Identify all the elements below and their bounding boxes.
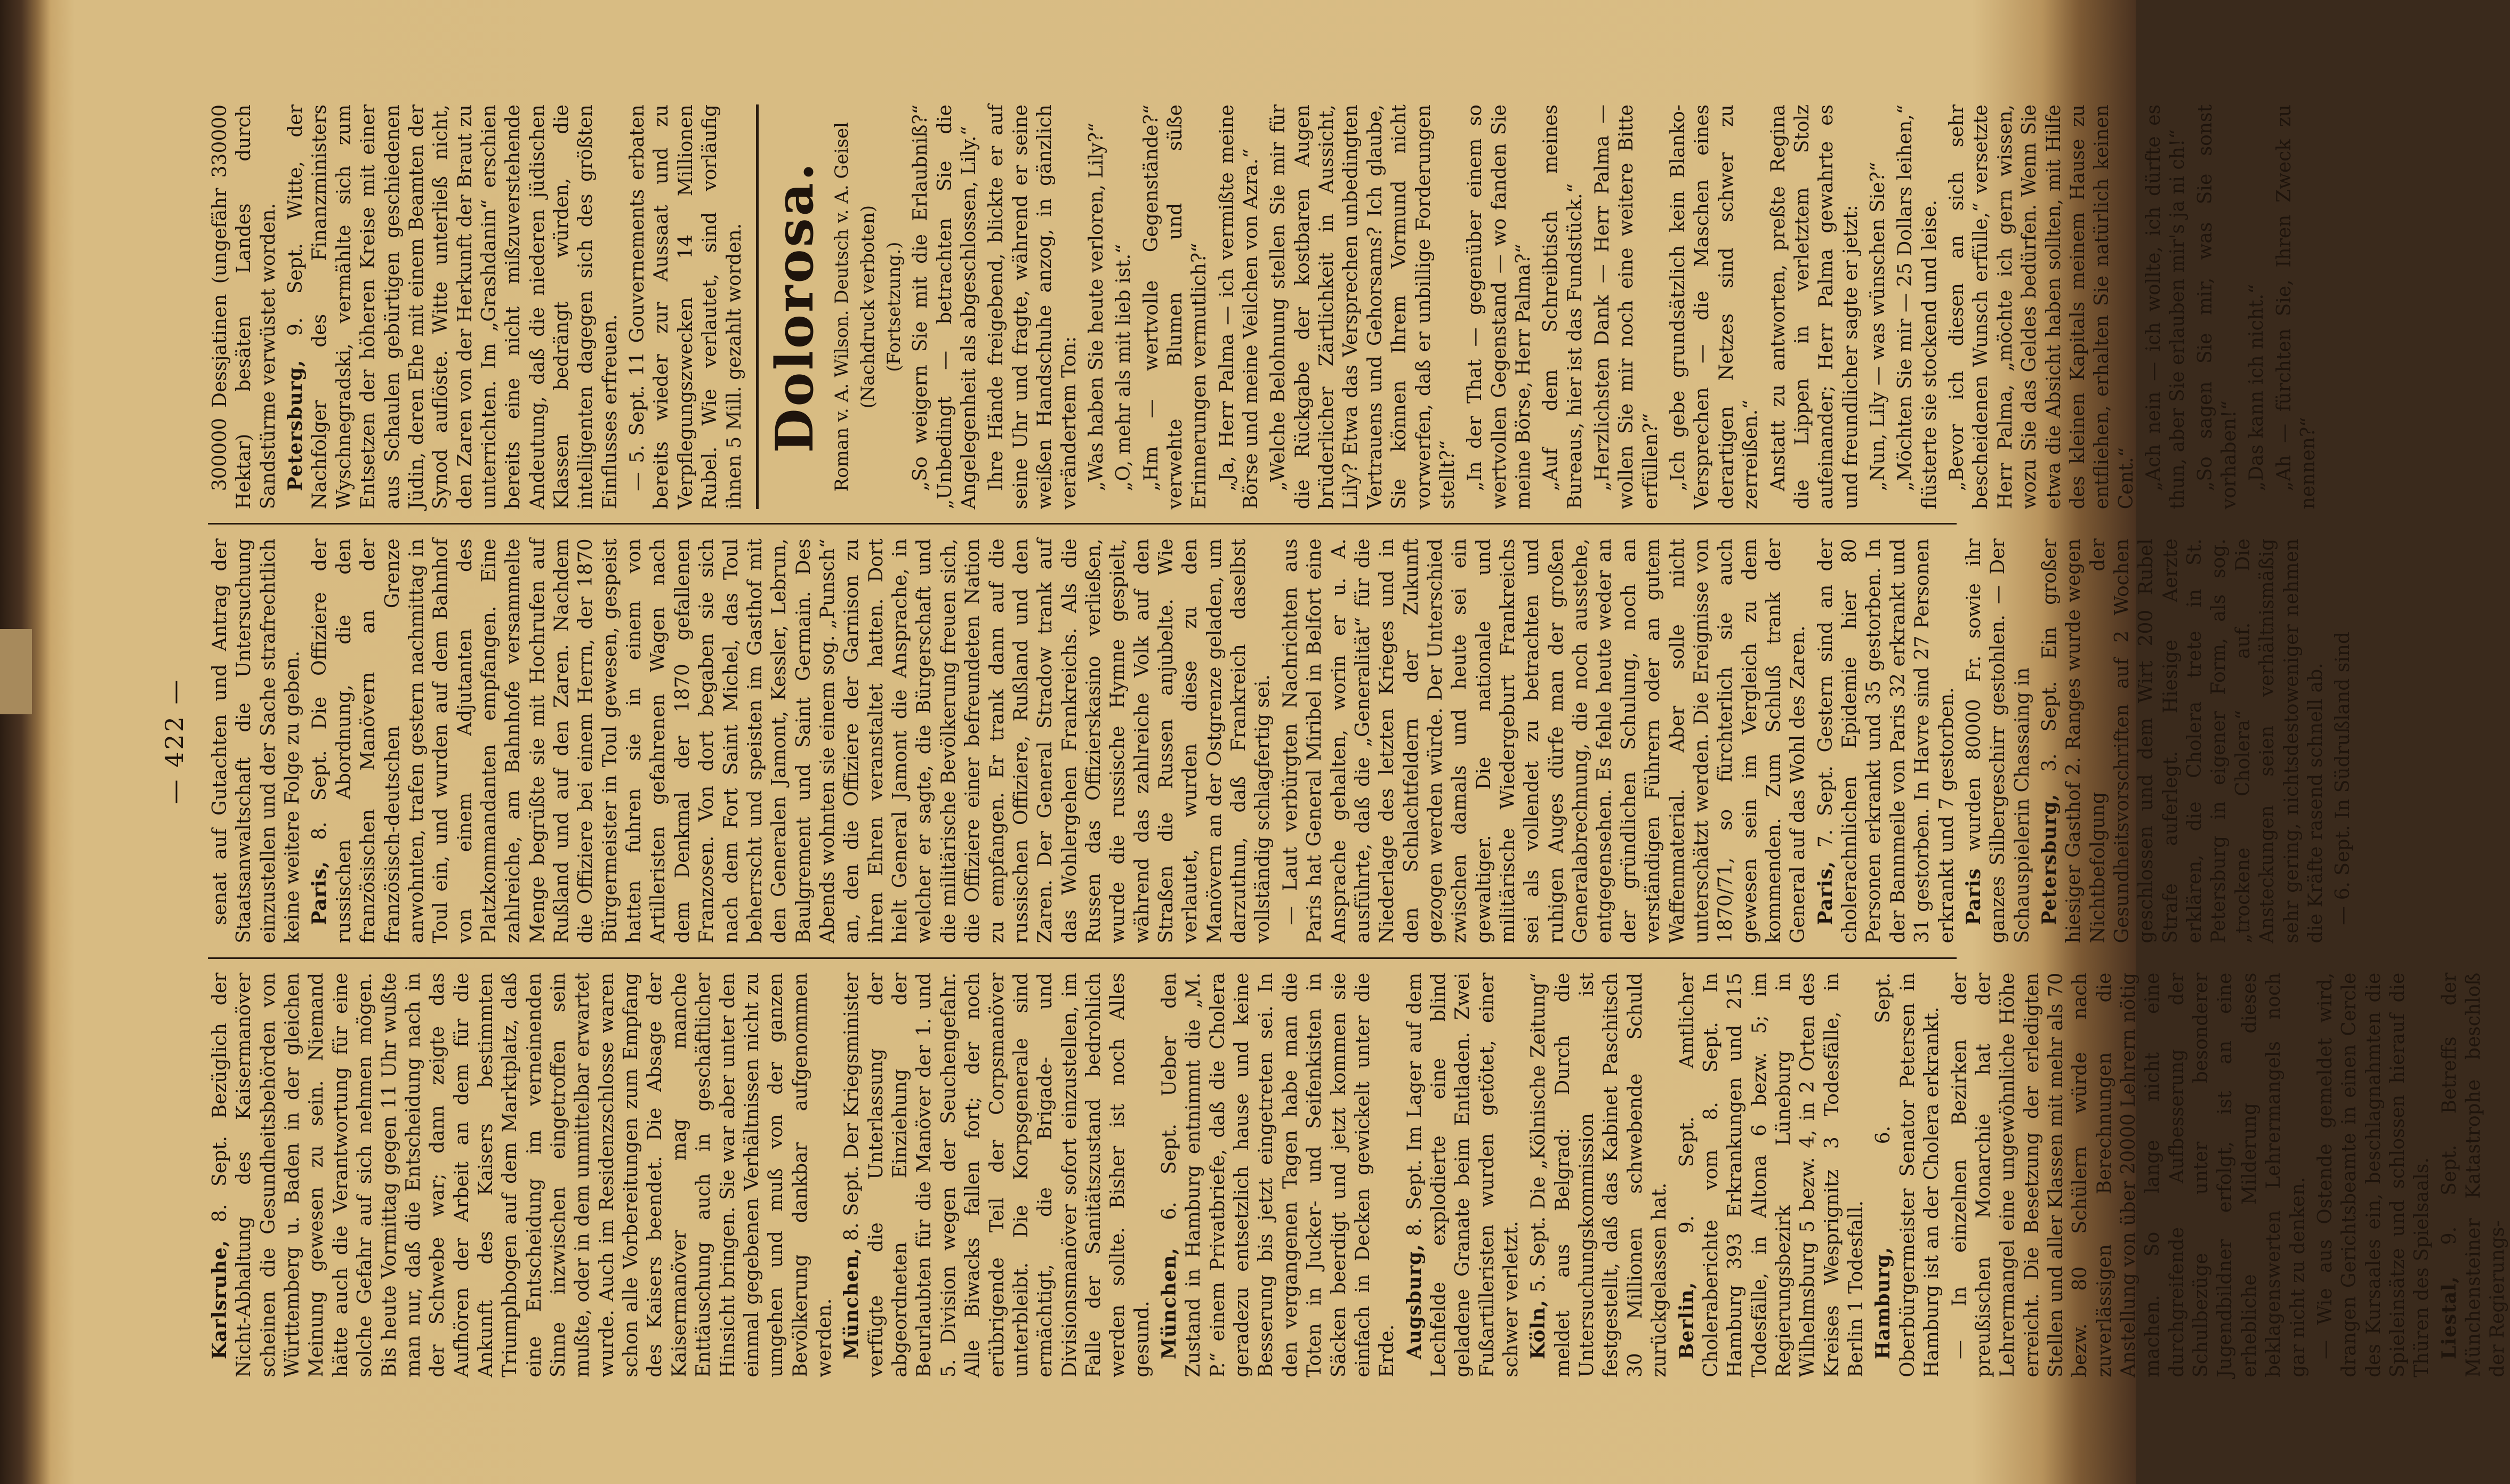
news-item <box>208 538 304 943</box>
news-text: senat auf Gutachten und Antrag der Staatsanwaltschaft die Untersuchung einzustellen und der Sache strafrechtlich keine weitere Folge zu geben. <box>209 538 304 943</box>
news-item <box>2331 538 2355 943</box>
page-edge <box>0 629 32 714</box>
news-item <box>1948 973 2310 1377</box>
story-paragraph: „Welche Belohnung stellen Sie mir für die Rückgabe der kostbaren Augen brüderlicher Zärtlichkeit in Aussicht, Lily? Etwa das Versprechen unbedingten Vertrauens und Gehorsams? Ich glaube, Sie können Ihrem Vormund nicht vorwerfen, daß er unbillige Forderungen stellt?“ <box>1267 104 1459 510</box>
story-paragraph: „Das kann ich nicht.“ <box>2246 284 2268 491</box>
news-text: — 6. Sept. In Südrußland sind <box>2332 632 2354 925</box>
columns <box>208 91 2509 1391</box>
news-item <box>625 104 746 509</box>
news-dateline: Petersburg, <box>284 359 307 491</box>
news-text: 8. Sept. Bezüglich der Nicht-Abhaltung des Kaisermanöver scheinen die Gesundheitsbehörden von Württemberg u. Baden in der gleichen Meinung gewesen zu sein. Niemand hätte auch die Verantwortung für eine solche Gefahr auf sich nehmen mögen. Bis heute Vormittag gegen 11 Uhr wußte man nur, daß die Entscheidung nach in der Schwebe war; dann zeigte das Aufhören der Arbeit an dem für die Ankunft des Kaisers bestimmten Triumphbogen auf dem Marktplatz, daß eine Entscheidung im verneinenden Sinne inzwischen eingetroffen sein mußte, oder in dem unmittelbar erwartet wurde. Auch im Residenzschlosse waren schon alle Vorbereitungen zum Empfang des Kaisers beendet. Die Absage der Kaisermanöver mag manche Enttäuschung auch in geschäftlicher Hinsicht bringen. Sie war aber unter den einmal gegebenen Verhältnissen nicht zu umgehen und muß von der ganzen Bevölkerung dankbar aufgenommen werden. <box>209 972 835 1377</box>
rotated-page-content <box>149 75 2509 1407</box>
story-paragraph: „So sagen Sie mir, was Sie sonst vorhaben!“ <box>2194 104 2241 510</box>
story-paragraph: „Herzlichsten Dank — Herr Palma — wollen Sie mir noch eine weitere Bitte erfüllen?“ <box>1591 104 1662 510</box>
story-paragraph: „Möchten Sie mir — 25 Dollars leihen,“ flüsterte sie stockend und leise. <box>1894 104 1941 510</box>
news-item <box>2437 973 2510 1377</box>
section-rule <box>756 104 759 509</box>
story-body <box>908 104 2320 509</box>
news-dateline: Paris <box>1962 868 1985 925</box>
news-item <box>840 973 1154 1377</box>
story-paragraph: „Bevor ich diesen an sich sehr bescheidenen Wunsch erfülle,“ versetzte Herr Palma, „möchte ich gern wissen, wozu Sie das Geldes bedürfen. Wenn Sie etwa die Absicht haben sollten, mit Hilfe des kleinen Kapitals meinem Hause zu entfliehen, erhalten Sie natürlich keinen Cent.“ <box>1946 104 2137 510</box>
news-dateline: München, <box>1158 1247 1181 1359</box>
news-text: 5. Sept. Die „Kölnische Zeitung“ meldet aus Belgrad: Durch die Untersuchungskommission ist festgestellt, daß das Kabinet Paschitsch 30 Millionen schwebende Schuld zurückgelassen hat. <box>1527 972 1671 1377</box>
news-dateline: Karlsruhe, <box>208 1239 231 1359</box>
news-item <box>1526 973 1671 1377</box>
news-dateline: Augsburg, <box>1403 1244 1426 1359</box>
column-1 <box>208 959 2509 1391</box>
news-text: 9. Sept. Betreffs der Münchensteiner Katastrophe beschloß der Regierungs- <box>2438 972 2509 1377</box>
news-dateline: Petersburg, <box>2038 793 2061 925</box>
news-text: 3. Sept. Ein großer hiesiger Gasthof 2. Ranges wurde wegen Nichtbefolgung der Gesundheitsvorschriften auf 2 Wochen geschlossen und dem Wirt 200 Rubel Strafe auferlegt. Hiesige Aerzte erklären, die Cholera trete in St. Petersburg in eigener Form, als sog. „trockene Cholera“ auf. Die Ansteckungen seien verhältnismäßig sehr gering, nichtsdestoweniger nehmen die Kräfte rasend schnell ab. <box>2038 538 2327 943</box>
news-item <box>1675 973 1869 1377</box>
news-item <box>1157 973 1399 1377</box>
news-text: 8. Sept. Im Lager auf dem Lechfelde explodierte eine blind geladene Granate beim Entladen. Zwei Fußartilleristen wurden getötet, einer schwer verletzt. <box>1403 972 1523 1377</box>
news-item <box>1403 973 1524 1377</box>
news-dateline: Hamburg, <box>1872 1246 1895 1359</box>
story-paragraph: „In der That — gegenüber einem so wertvollen Gegenstand — wo fanden Sie meine Börse, Herr Palma?“ <box>1464 104 1534 510</box>
news-text: 9. Sept. Amtlicher Choleraberichte vom 8. Sept. In Hamburg 393 Erkrankungen und 215 Todesfälle, in Altona 6 bezw. 5; im Regierungsbezirk Lüneburg in Wilhelmsburg 5 bezw. 4, in 2 Orten des Kreises Wesprignitz 3 Todesfälle, in Berlin 1 Todesfall. <box>1676 972 1868 1377</box>
story-paragraph: Ihre Hände freigebend, blickte er auf seine Uhr und fragte, während er seine weißen Handschuhe anzog, in gänzlich verändertem Ton: <box>985 104 1080 510</box>
story-byline: Roman v. A. Wilson. Deutsch v. A. Geisel <box>831 122 852 492</box>
news-dateline: Berlin, <box>1675 1281 1698 1359</box>
news-item <box>2313 973 2434 1377</box>
story-paragraph: „So weigern Sie mit die Erlaubniß?“ „Unbedingt — betrachten Sie die Angelegenheit als abgeschlossen, Lily.“ <box>910 104 980 510</box>
story-paragraph: „Ich gebe grundsätzlich kein Blanko-Versprechen — die Maschen eines derartigen Netzes sind schwer zu zerreißen.“ <box>1667 104 1762 510</box>
news-text: 6. Sept. Oberbürgermeister Senator Petersen in Hamburg ist an der Cholera erkrankt. <box>1872 972 1943 1377</box>
story-note: (Nachdruck verboten) <box>857 205 879 409</box>
news-text: — Laut verbürgten Nachrichten aus Paris hat General Miribel in Belfort eine Ansprache gehalten, worin er u. A. ausführte, daß die „Generalität“ für die Niederlage des letzten Krieges und in den Schlachtfeldern der Zukunft gezogen werden würde. Der Unterschied zwischen damals und heute sei ein gewaltiger. Die nationale und militärische Wiedergeburt Frankreichs sei als vollendet zu betrachten und ruhigen Auges dürfe man der großen Generalabrechnung, die noch ausstehe, entgegensehen. Es fehle heute weder an der gründlichen Schulung, noch an verständigen Führern oder an gutem Waffenmaterial. Aber solle nicht unterschätzt werden. Die Ereignisse von 1870/71, so fürchterlich sie auch gewesen sein im Vergleich zu dem kommenden. Zum Schluß trank der General auf das Wohl des Zaren. <box>1279 538 1809 943</box>
story-continuation: (Fortsetzung.) <box>883 241 905 372</box>
news-item <box>1871 973 1944 1377</box>
newspaper-page <box>149 75 2509 1407</box>
news-item <box>2038 538 2328 943</box>
column-3-news <box>208 104 746 509</box>
column-3 <box>208 91 2320 525</box>
news-text: 8. Sept. Die Offiziere der russischen Abordnung, die den französischen Manövern an der französisch-deutschen Grenze anwohnten, trafen gestern nachmittag in Toul ein, und wurden auf dem Bahnhof von einem Adjutanten des Platzkommandanten empfangen. Eine zahlreiche, am Bahnhofe versammelte Menge begrüßte sie mit Hochrufen auf Rußland und auf den Zaren. Nachdem die Offiziere bei einem Herrn, der 1870 Bürgermeister in Toul gewesen, gespeist hatten fuhren sie in einem von Artilleristen gefahrenen Wagen nach dem Denkmal der 1870 gefallenen Franzosen. Von dort begaben sie sich nach dem Fort Saint Michel, das Toul beherrscht und speisten im Gasthof mit den Generalen Jamont, Kessler, Lebrun, Baulgrement und Saint Germain. Des Abends wohnten sie einem sog. „Punsch“ an, den die Offiziere der Garnison zu ihren Ehren veranstaltet hatten. Dort hielt General Jamont die Ansprache, in welcher er sagte, die Bürgerschaft und die militärische Bevölkerung freuen sich, die Offiziere einer befreundeten Nation zu empfangen. Er trank dann auf die russischen Offiziere, Rußland und den Zaren. Der General Stradow trank auf das Wohlergehen Frankreichs. Als die Russen das Offizierskasino verließen, wurde die russische Hymne gespielt, während das zahlreiche Volk auf den Straßen die Russen anjubelte. Wie verlautet, wurden diese zu den Manövern an der Ostgrenze geladen, um darzuthun, daß Frankreich daselbst vollständig schlagfertig sei. <box>309 538 1274 943</box>
news-dateline: München, <box>840 1247 863 1359</box>
news-text: 6. Sept. Ueber den Zustand in Hamburg entnimmt die „M. P.“ einem Privatbriefe, daß die Cholera geradezu entsetzlich hause und keine Besserung bis jetzt eingetreten sei. In den vergangenen Tagen habe man die Toten in Jucker- und Seifenkisten in Säcken beerdigt und jetzt kommen sie einfach in Decken gewickelt unter die Erde. <box>1159 972 1398 1377</box>
story-paragraph: „Ah — fürchten Sie, Ihren Zweck zu nennen?“ <box>2273 104 2320 510</box>
news-item <box>1962 538 2034 943</box>
news-text: 9. Sept. Witte, der Nachfolger des Finanzministers Wyschnegradski, vermählte sich zum Entsetzen der höheren Kreise mit einer aus Schaulen gebürtigen geschiedenen Jüdin, deren Ehe mit einem Beamten der Synod auflöste. Witte unterließ nicht, den Zaren von der Herkunft der Braut zu unterrichten. Im „Grashdanin“ erschien bereits eine nicht mißzuverstehende Andeutung, daß die niederen jüdischen Klassen bedrängt würden, die intelligenten dagegen sich des größten Einflusses erfreuen. <box>285 104 621 510</box>
news-item <box>284 104 622 509</box>
news-dateline: Köln, <box>1527 1300 1550 1359</box>
news-text: 8. Sept. Der Kriegsminister verfügte die Unterlassung der abgeordneten Einziehung der Beurlaubten für die Manöver der 1. und 5. Division wegen der Seuchengefahr. Alle Biwacks fallen fort; der noch erübrigende Teil der Corpsmanöver unterbleibt. Die Korpsgenerale sind ermächtigt, die Brigade- und Divisionsmanöver sofort einzustellen, im Falle der Sanitätszustand bedrohlich werden sollte. Bisher ist noch Alles gesund. <box>841 972 1153 1377</box>
story-paragraph: „Was haben Sie heute verloren, Lily?“ <box>1085 122 1107 491</box>
news-item <box>208 973 836 1377</box>
news-item <box>308 538 1275 943</box>
story-paragraph: „Nun, Lily — was wünschen Sie?“ <box>1867 162 1889 491</box>
news-dateline: Paris, <box>308 860 331 925</box>
news-item <box>208 104 280 509</box>
news-text: — In einzelnen Bezirken der preußischen Monarchie hat der Lehrermangel eine ungewöhnliche Höhe erreicht. Die Besetzung der erledigten Stellen und aller Klassen mit mehr als 70 bezw. 80 Schülern würde nach zuverlässigen Berechnungen die Anstellung von über 20000 Lehrern nötig machen. So lange nicht eine durchgreifende Aufbesserung der Schulbezüge unter besonderer Jugendbildner erfolgt, ist an eine erhebliche Milderung dieses beklagenswerten Lehrermangels noch gar nicht zu denken. <box>1948 972 2309 1377</box>
story-paragraph: „Auf dem Schreibtisch meines Bureaus, hier ist das Fundstück.“ <box>1540 104 1586 510</box>
story-paragraph: Anstatt zu antworten, preßte Regina die Lippen in verletztem Stolz aufeinander; Herr Palma gewahrte es und freundlicher sagte er jetzt: <box>1767 104 1862 510</box>
column-2 <box>208 525 2354 958</box>
news-text: — Wie aus Ostende gemeldet wird, drangen Gerichtsbeamte in einen Cercle des Kursaales ein, beschlagnahmten die Spieleinsätze und schlossen hierauf die Thüren des Spielsaals. <box>2314 972 2433 1377</box>
story-paragraph: „Hm — wertvolle Gegenstände?“ verwehte Blumen und süße Erinnerungen vermutlich?“ <box>1140 104 1211 510</box>
story-paragraph: „Ja, Herr Palma — ich vermißte meine Börse und meine Veilchen von Azra.“ <box>1216 104 1262 510</box>
news-dateline: Paris, <box>1814 860 1837 925</box>
news-text: 7. Sept. Gestern sind an der cholerachnlichen Epidemie hier 80 Personen erkrankt und 35 gestorben. In der Bannmeile von Paris 32 erkrankt und 31 gestorben. In Havre sind 27 Personen erkrankt und 7 gestorben. <box>1814 538 1958 943</box>
page-number: — 422 — <box>160 678 189 804</box>
news-text: 300000 Dessjatinen (ungefähr 330000 Hektar) besäten Landes durch Sandstürme verwüstet worden. <box>209 104 279 510</box>
news-text: wurden 80000 Fr. sowie ihr ganzes Silbergeschirr gestohlen. — Der Schauspielerin Chassaing in <box>1962 538 2033 943</box>
news-dateline: Liestal, <box>2437 1276 2460 1359</box>
story-title: Dolorosa. <box>764 160 825 453</box>
story-paragraph: „O, mehr als mit lieb ist.“ <box>1113 244 1135 491</box>
news-item <box>1278 538 1811 943</box>
news-item <box>1814 538 1959 943</box>
story-paragraph: „Ach nein — ich wollte, ich dürfte es thun, aber Sie erlauben mir's ja ni ch!“ <box>2142 104 2189 510</box>
news-text: — 5. Sept. 11 Gouvernements erbaten bereits wieder zur Aussaat und zu Verpflegungszwecken 14 Millionen Rubel. Wie verlautet, sind vorläufig ihnen 5 Mill. gezahlt worden. <box>626 104 745 510</box>
